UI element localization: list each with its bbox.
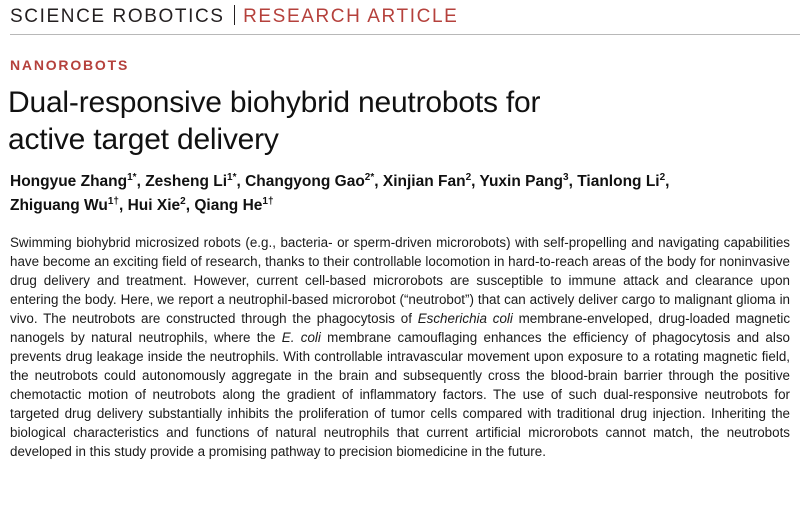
- header-separator: [234, 5, 236, 25]
- author-list: Hongyue Zhang$^{1*}$, Zesheng $Li^{1*}$, Changyong Gao$^{2*}$, Xinjian Fan$^2$, Yuxin Pang$^3$, Tianlong Li$^2$, Zhiguang $Wu^{1\dagger}$, Hui Xie$^2$, Qiang $He^{1\dagger}$: [10, 172, 670, 214]
- author[interactable]: Yuxin Pang$^3$: [479, 172, 569, 190]
- article-title: [8, 84, 768, 158]
- author[interactable]: Xinjian Fan$^2$: [382, 172, 472, 190]
- species-name: Escherichia coli: [417, 311, 513, 326]
- header-divider: [10, 34, 800, 35]
- title-line-1: Dual-responsive biohybrid neutrobots for: [8, 86, 541, 119]
- section-label: NANOROBOTS: [10, 57, 130, 73]
- author[interactable]: Qiang $He^{1\dagger}$: [194, 196, 274, 214]
- author[interactable]: Tianlong Li$^2$: [577, 172, 666, 190]
- author[interactable]: Hongyue Zhang$^{1*}$: [10, 172, 137, 190]
- article-type-label: RESEARCH ARTICLE: [243, 6, 459, 27]
- author[interactable]: Zesheng $Li^{1*}$: [145, 172, 237, 190]
- author[interactable]: Hui Xie$^2$: [127, 196, 186, 214]
- author[interactable]: Changyong Gao$^{2*}$: [245, 172, 375, 190]
- title-line-2: active target delivery: [8, 123, 279, 156]
- abstract-text: Swimming biohybrid microsized robots (e.g., bacteria- or sperm-driven microrobots) with self-propelling and navigating capabilities have become an exciting field of research, thanks to their controllable locomotion in hard-to-reach areas of the body for noninvasive drug delivery and treatment. However, current cell-based microrobots are susceptible to immune attack and clearance upon entering the body. Here, we report a neutrophil-based microrobot (“neutrobot”) that can actively deliver cargo to malignant glioma in vivo. The neutrobots are constructed through the phagocytosis of Escherichia coli membrane-enveloped, drug-loaded magnetic nanogels by natural neutrophils, where the E. coli membrane camouflaging enhances the efficiency of phagocytosis and also prevents drug leakage inside the neutrophils. With controllable intravascular movement upon exposure to a rotating magnetic field, the neutrobots could autonomously aggregate in the brain and subsequently cross the blood-brain barrier through the positive chemotactic motion of neutrobots along the gradient of inflammatory factors. The use of such dual-responsive neutrobots for targeted drug delivery substantially inhibits the proliferation of tumor cells compared with traditional drug injection. Inheriting the biological characteristics and functions of natural neutrophils that current artificial microrobots cannot match, the neutrobots developed in this study provide a promising pathway to precision biomedicine in the future.: [10, 235, 791, 459]
- abstract: [10, 233, 790, 461]
- journal-name[interactable]: SCIENCE ROBOTICS: [10, 6, 225, 27]
- journal-header: [10, 4, 458, 30]
- author[interactable]: Zhiguang $Wu^{1\dagger}$: [10, 196, 119, 214]
- species-name-abbrev: E. coli: [281, 330, 321, 345]
